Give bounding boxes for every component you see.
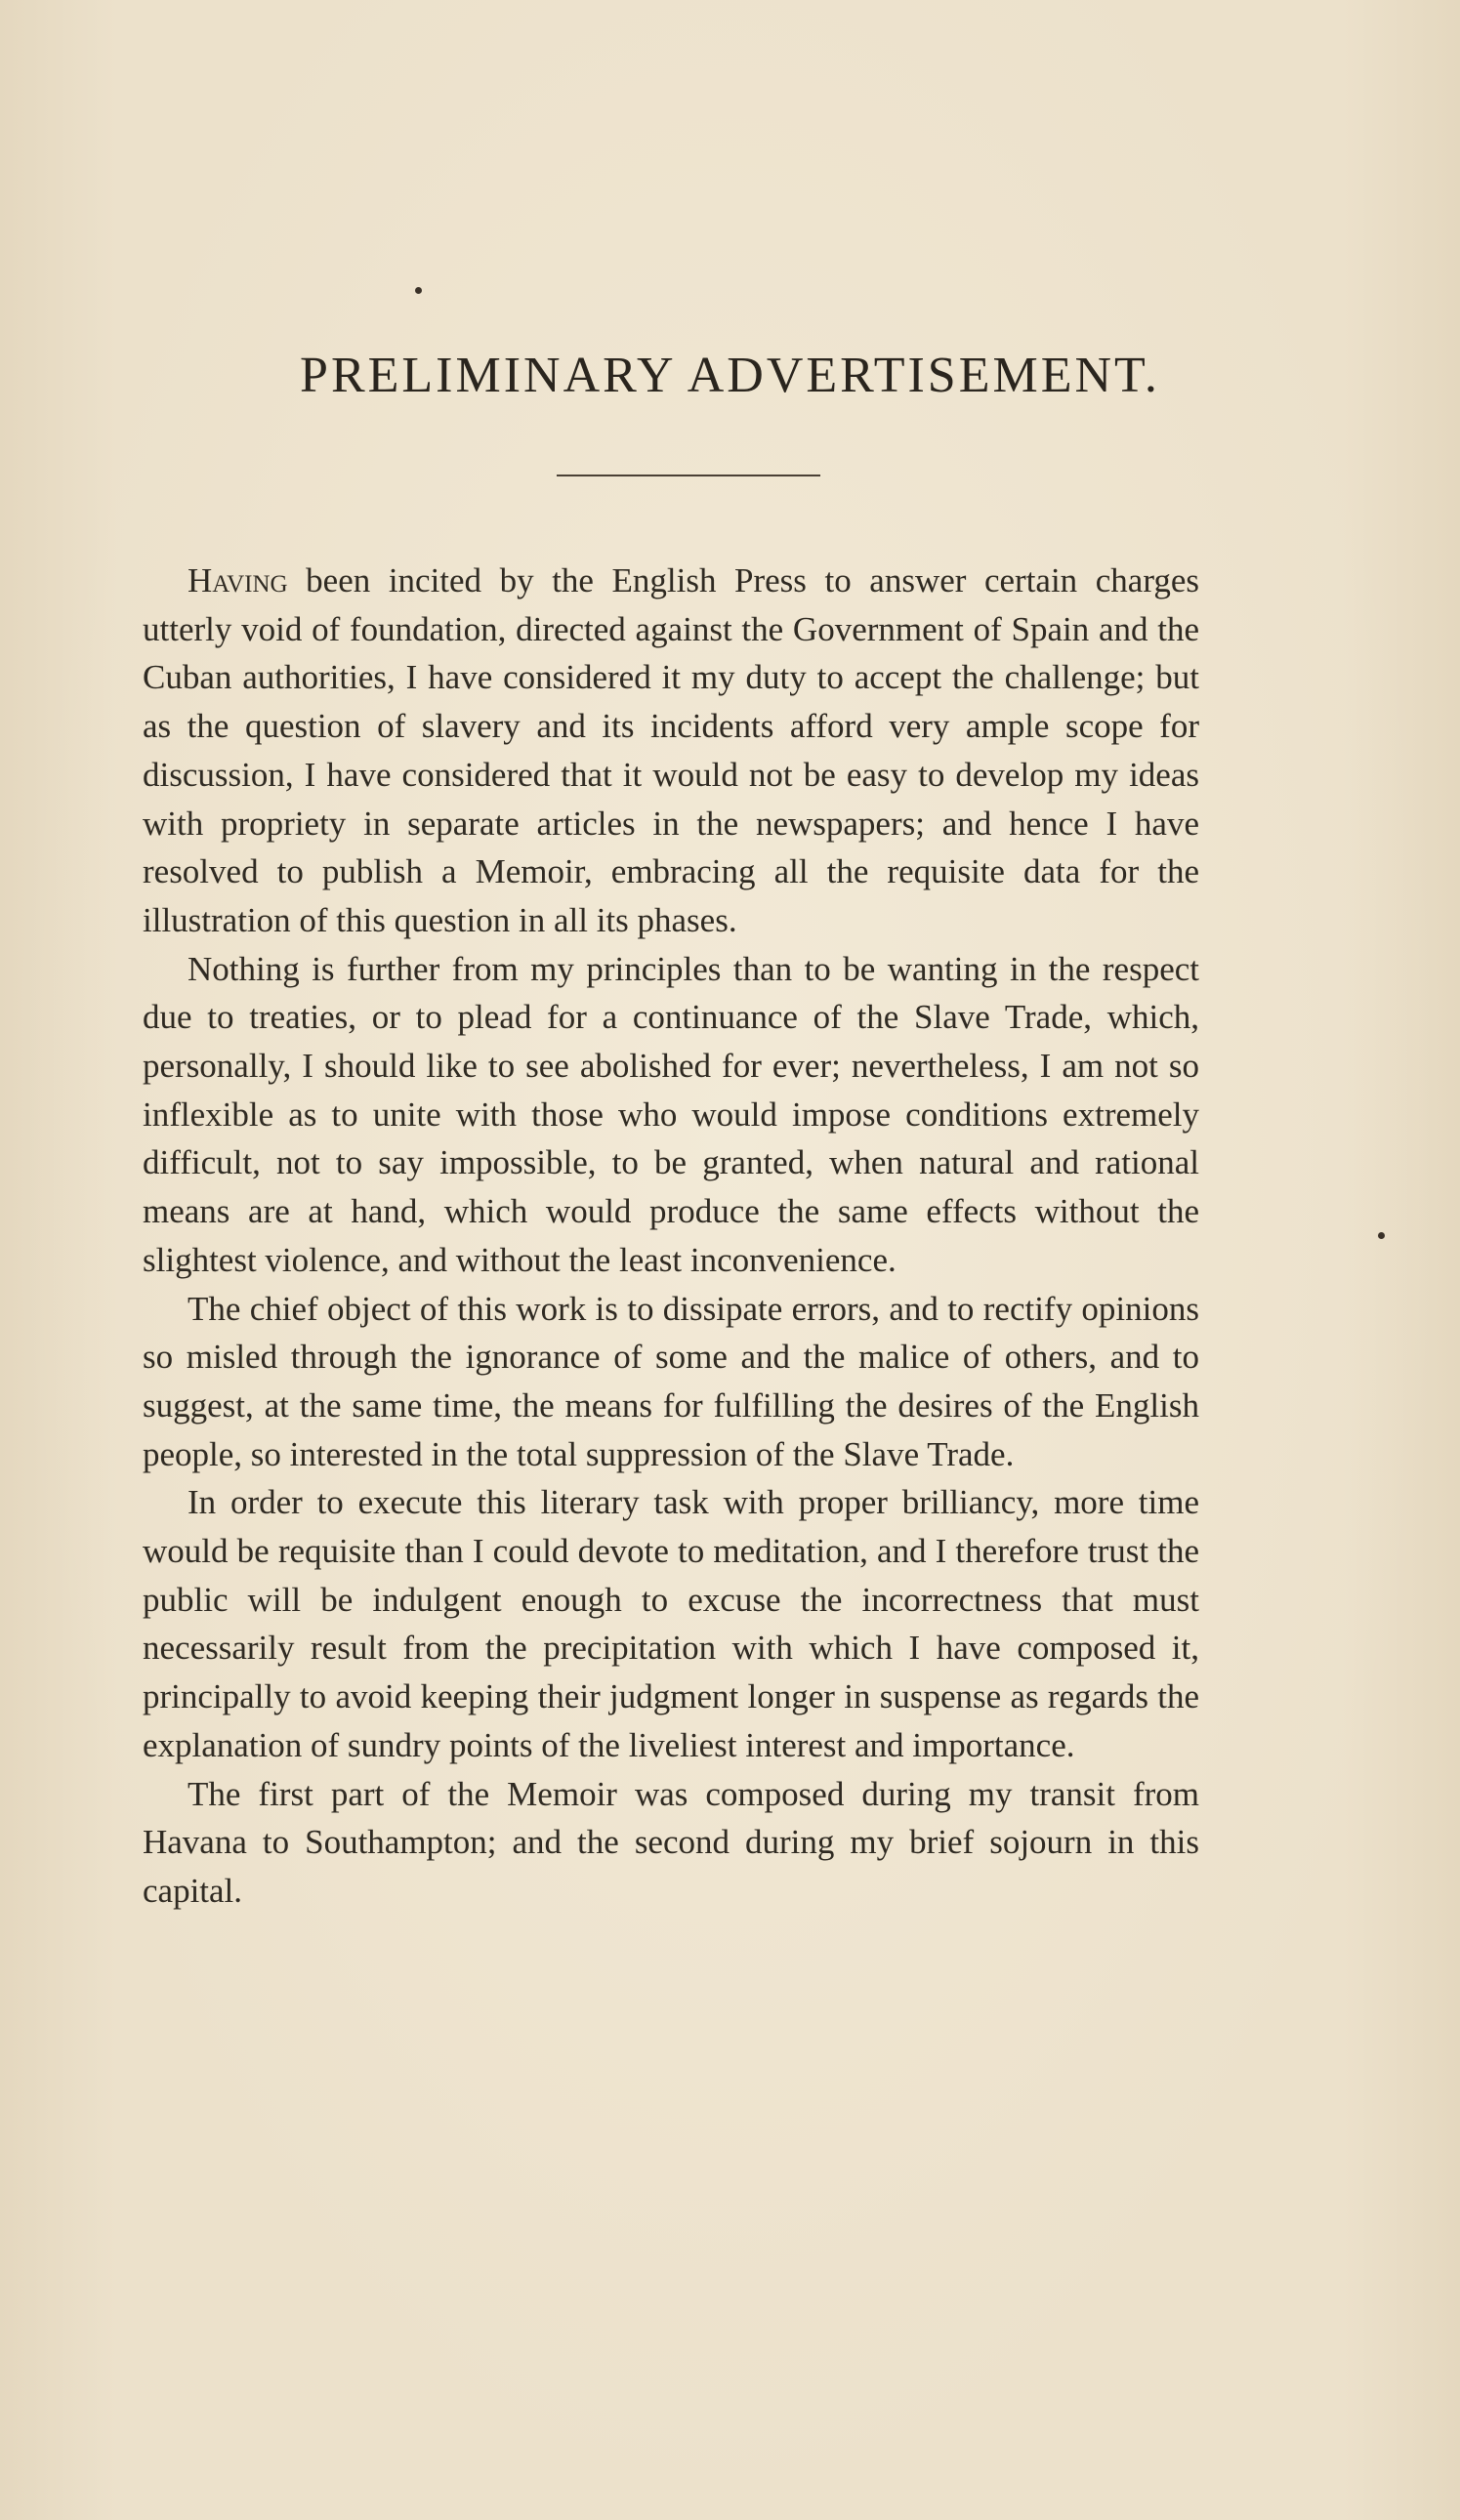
ink-speck bbox=[415, 287, 422, 294]
title-divider bbox=[557, 475, 820, 476]
paragraph: The first part of the Memoir was composed during my transit from Havana to Southampton; and the second during my brief sojourn in this capital. bbox=[143, 1774, 1199, 1910]
page-title: PRELIMINARY ADVERTISEMENT. bbox=[300, 348, 1160, 403]
paragraph-text: been incited by the English Press to answer certain charges utterly void of foundation, directed against the Government of Spain and the Cuban authorities, I have considered it my duty to accept the challenge; but as the question of slavery and its incidents afford very ample scope for discussion, I have considered that it would not be easy to develop my ideas with propriety in separate articles in the newspapers; and hence I have resolved to publish a Memoir, embracing all the requisite data for the illustration of this question in all its phases. bbox=[143, 561, 1199, 939]
ink-speck bbox=[1378, 1232, 1385, 1239]
paragraph: Nothing is further from my principles than to be wanting in the respect due to treaties, or to plead for a continuance of the Slave Trade, which, personally, I should like to see abolished for ever; nevertheless, I am not so inflexible as to unite with those who would impose conditions extremely difficult, not to say impossible, to be granted, when natural and rational means are at hand, which would produce the same effects without the slightest violence, and without the least inconvenience. bbox=[143, 949, 1199, 1279]
body-text bbox=[143, 557, 1199, 1916]
paragraph bbox=[143, 557, 1199, 945]
paragraph: The chief object of this work is to dissipate errors, and to rectify opinions so misled through the ignorance of some and the malice of others, and to suggest, at the same time, the means for fulfilling the desires of the English people, so interested in the total suppression of the Slave Trade. bbox=[143, 1289, 1199, 1473]
drop-lead-word: Having bbox=[188, 561, 288, 599]
paragraph: In order to execute this literary task with proper brilliancy, more time would be requisite than I could devote to meditation, and I therefore trust the public will be indulgent enough to excuse the incorrectness that must necessarily result from the precipitation with which I have composed it, principally to avoid keeping their judgment longer in suspense as regards the explanation of sundry points of the liveliest interest and importance. bbox=[143, 1483, 1199, 1764]
